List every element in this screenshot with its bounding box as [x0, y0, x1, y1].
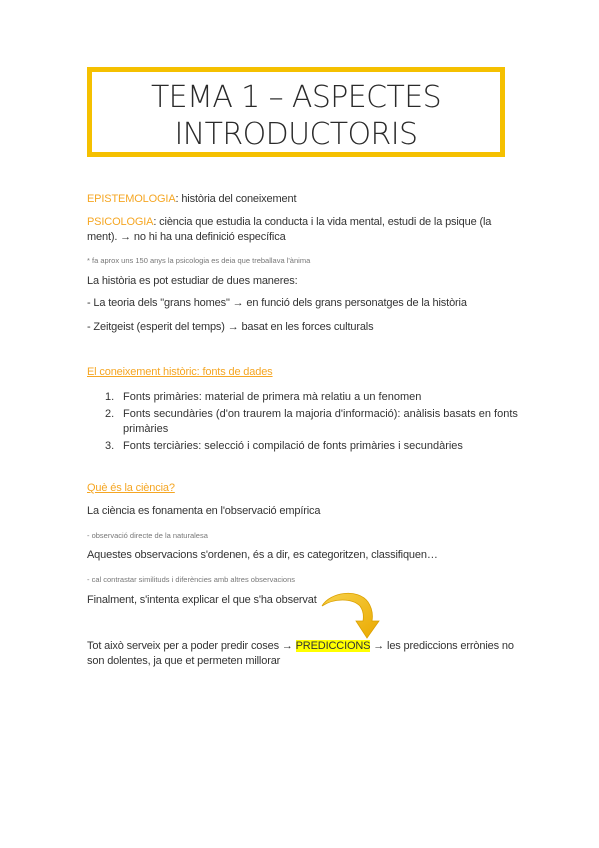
- curved-arrow-icon: [318, 588, 382, 640]
- history-way-2: - Zeitgeist (esperit del temps) → basat en les forces culturals: [87, 321, 374, 333]
- science-line-3: Finalment, s'intenta explicar el que s'ha observat: [87, 594, 317, 606]
- psicologia-note: * fa aprox uns 150 anys la psicologia es deia que treballava l'ànima: [87, 256, 311, 265]
- science-line-4: Tot això serveix per a poder predir coses → PREDICCIONS → les prediccions errònies no son dolentes, ja que et permeten millorar: [87, 640, 514, 667]
- section-heading-sources: El coneixement històric: fonts de dades: [87, 366, 273, 378]
- epistemologia-definition: [87, 192, 519, 207]
- science-note-1: - observació directe de la naturalesa: [87, 531, 208, 540]
- sources-list: [105, 390, 519, 456]
- history-way-1: - La teoria dels "grans homes" → en funció dels grans personatges de la història: [87, 297, 467, 309]
- science-note-2: - cal contrastar similituds i diferències amb altres observacions: [87, 575, 295, 584]
- science-line-1: La ciència es fonamenta en l'observació empírica: [87, 505, 321, 517]
- science-line-2: Aquestes observacions s'ordenen, és a dir, es categoritzen, classifiquen…: [87, 549, 438, 561]
- list-item: 2. Fonts secundàries (d'on traurem la majoria d'informació): anàlisis basats en fonts primàries: [105, 408, 518, 435]
- epistemologia-term: EPISTEMOLOGIA: [87, 193, 176, 205]
- psicologia-term: PSICOLOGIA: [87, 216, 154, 228]
- title-box: [87, 67, 505, 157]
- epistemologia-def: : història del coneixement: [175, 193, 297, 205]
- history-intro: La història es pot estudiar de dues maneres:: [87, 275, 298, 287]
- predictions-highlight: PREDICCIONS: [295, 640, 371, 652]
- list-item: 1. Fonts primàries: material de primera mà relatiu a un fenomen: [105, 391, 422, 403]
- title-line-1: TEMA 1 – ASPECTES: [150, 80, 442, 115]
- psicologia-def: : ciència que estudia la conducta i la vida mental, estudi de la psique (la ment). → no hi ha una definició específica: [87, 216, 492, 243]
- list-item: 3. Fonts terciàries: selecció i compilació de fonts primàries i secundàries: [105, 440, 463, 452]
- psicologia-definition: [87, 215, 519, 245]
- section-heading-science: Què és la ciència?: [87, 482, 175, 494]
- title-line-2: INTRODUCTORIS: [174, 117, 418, 152]
